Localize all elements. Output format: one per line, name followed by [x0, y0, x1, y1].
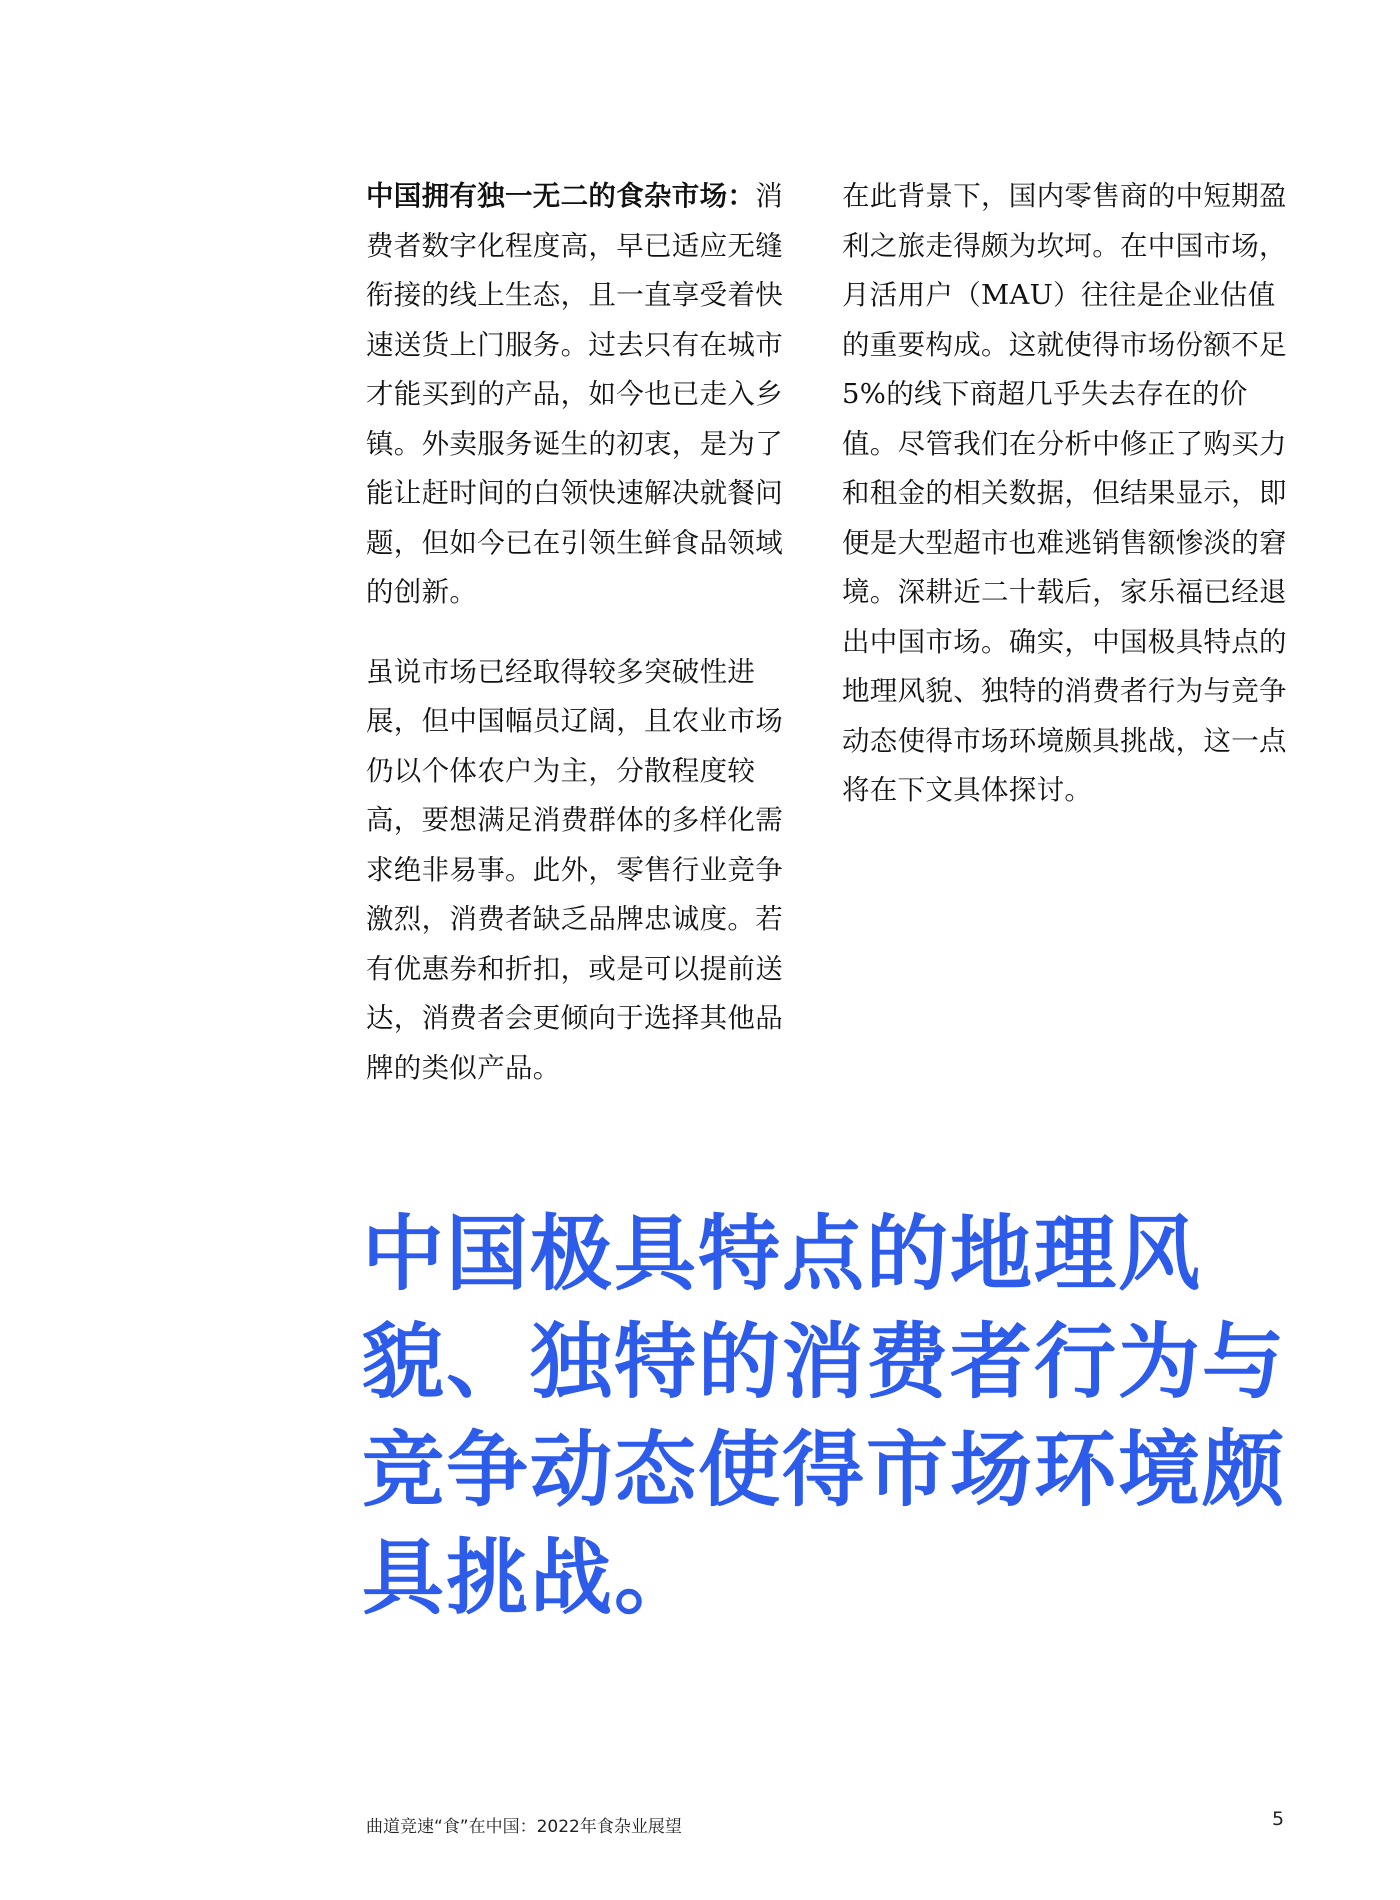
footer-report-title: 曲道竞速“食”在中国：2022年食杂业展望 [366, 1817, 682, 1837]
intro-lead-phrase: 中国拥有独一无二的食杂市场： [366, 180, 756, 212]
intro-body-text: 消费者数字化程度高，早已适应无缝衔接的线上生态，且一直享受着快速送货上门服务。过去只有在城市才能买到的产品，如今也已走入乡镇。外卖服务诞生的初衷，是为了能让赶时间的白领快速解决就餐问题，但如今已在引领生鲜食品领域的创新。 [366, 180, 784, 608]
left-text-column [366, 172, 806, 1123]
intro-paragraph [366, 172, 806, 618]
right-text-column [842, 172, 1290, 846]
pull-quote: 中国极具特点的地理风貌、独特的消费者行为与竞争动态使得市场环境颇具挑战。 [362, 1206, 1287, 1626]
profitability-paragraph: 在此背景下，国内零售商的中短期盈利之旅走得颇为坎坷。在中国市场，月活用户（MAU）往往是企业估值的重要构成。这就使得市场份额不足5%的线下商超几乎失去存在的价值。尽管我们在分析中修正了购买力和租金的相关数据，但结果显示，即便是大型超市也难逃销售额惨淡的窘境。深耕近二十载后，家乐福已经退出中国市场。确实，中国极具特点的地理风貌、独特的消费者行为与竞争动态使得市场环境颇具挑战，这一点将在下文具体探讨。 [842, 180, 1287, 806]
page-number: 5 [1272, 1808, 1285, 1830]
market-challenges-paragraph: 虽说市场已经取得较多突破性进展，但中国幅员辽阔，且农业市场仍以个体农户为主，分散程度较高，要想满足消费群体的多样化需求绝非易事。此外，零售行业竞争激烈，消费者缺乏品牌忠诚度。若有优惠券和折扣，或是可以提前送达，消费者会更倾向于选择其他品牌的类似产品。 [366, 655, 783, 1084]
